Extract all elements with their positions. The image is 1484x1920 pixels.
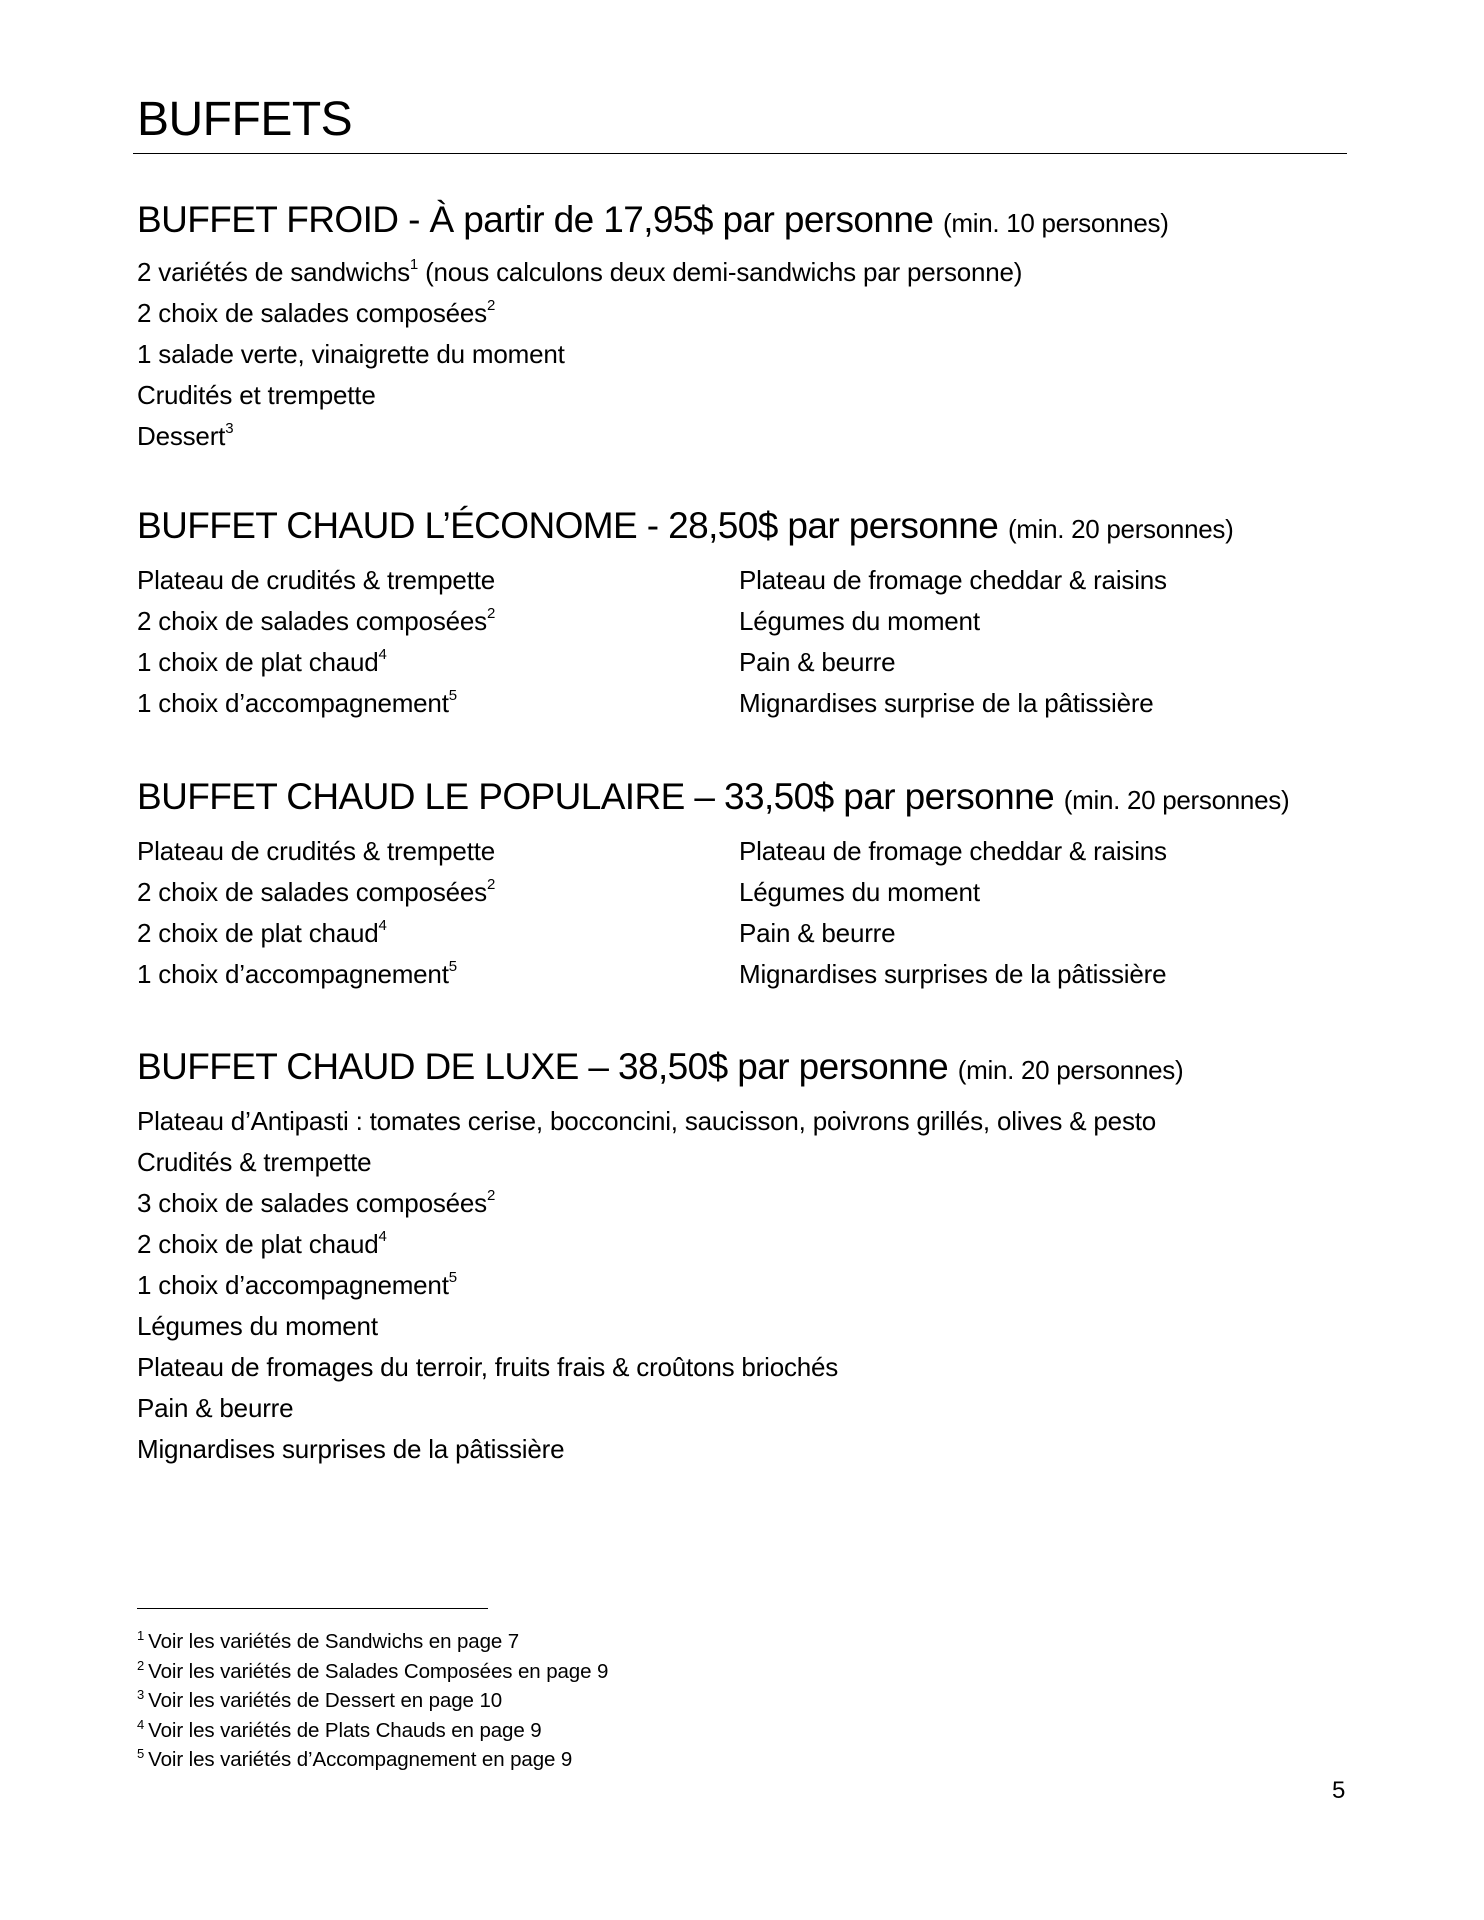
list-item: 2 choix de salades composées$^2$	[137, 605, 496, 636]
section-heading	[137, 1043, 1347, 1094]
list-item: 1 salade verte, vinaigrette du moment	[137, 339, 565, 369]
section-heading	[137, 196, 1347, 247]
list-item: Pain & beurre	[137, 1393, 294, 1423]
heading-text: BUFFET CHAUD DE LUXE – 38,50$ par personne	[137, 1046, 949, 1087]
list-item: 2 choix de salades composées$^2$	[137, 876, 496, 907]
list-item: Crudités et trempette	[137, 380, 376, 410]
footnote-ref: 2	[486, 297, 496, 314]
list-item: Légumes du moment	[137, 1311, 378, 1341]
list-item: Plateau de crudités & trempette	[137, 565, 496, 595]
heading-text: BUFFET FROID - À partir de 17,95$ par personne	[137, 199, 934, 240]
footnote-ref: 4	[378, 646, 387, 663]
list-item: Plateau d’Antipasti : tomates cerise, bocconcini, saucisson, poivrons grillés, olives & pesto	[137, 1106, 1157, 1136]
min-note: (min. 10 personnes)	[943, 208, 1169, 238]
list-item: 2 variétés de sandwichs$^1$ (nous calculons deux demi-sandwichs par personne)	[137, 256, 1023, 287]
footnote-ref: 5	[448, 1269, 457, 1286]
footnote-ref: 3	[225, 420, 234, 437]
footnote-ref: 5	[448, 687, 457, 704]
list-item: Pain & beurre	[739, 918, 896, 948]
list-item: 2 choix de plat chaud$^4$	[137, 917, 387, 948]
footnote-ref: 5	[448, 958, 457, 975]
list-item: Crudités & trempette	[137, 1147, 372, 1177]
item-list	[137, 1101, 1347, 1470]
footnote: $^5$ Voir les variétés d’Accompagnement en page 9	[137, 1746, 573, 1771]
footnote-ref: 1	[409, 256, 419, 273]
section-heading	[137, 502, 1347, 553]
list-item: 3 choix de salades composées$^2$	[137, 1187, 496, 1218]
section-heading	[137, 773, 1347, 824]
list-item: Plateau de fromage cheddar & raisins	[739, 565, 1167, 595]
footnote-ref: 4	[378, 917, 387, 934]
section-buffet-de-luxe	[137, 1043, 1347, 1470]
footnote-ref: 2	[486, 876, 496, 893]
list-item: 1 choix de plat chaud$^4$	[137, 646, 387, 677]
min-note: (min. 20 personnes)	[1063, 785, 1290, 815]
section-buffet-populaire	[137, 773, 1347, 995]
list-item: 2 choix de plat chaud$^4$	[137, 1228, 387, 1259]
list-item: Légumes du moment	[739, 877, 980, 907]
list-item: Plateau de crudités & trempette	[137, 836, 496, 866]
list-item: Dessert$^3$	[137, 420, 234, 451]
footnote: $^4$ Voir les variétés de Plats Chauds en page 9	[137, 1716, 542, 1742]
list-item: 1 choix d’accompagnement$^5$	[137, 687, 457, 718]
list-item: 1 choix d’accompagnement$^5$	[137, 958, 457, 989]
list-item: Mignardises surprises de la pâtissière	[739, 959, 1167, 989]
footnote-ref: 2	[486, 605, 496, 622]
list-item: Légumes du moment	[739, 606, 980, 636]
item-list	[137, 252, 1347, 457]
left-column	[137, 831, 739, 995]
list-item: 2 choix de salades composées$^2$	[137, 297, 496, 328]
title-underline	[133, 153, 1347, 154]
footnote-separator	[137, 1608, 488, 1609]
page-title: BUFFETS	[137, 93, 353, 146]
page-number: 5	[1332, 1777, 1346, 1804]
two-column-list	[137, 560, 1347, 724]
left-column	[137, 560, 739, 724]
heading-text: BUFFET CHAUD L’ÉCONOME - 28,50$ par personne	[137, 505, 999, 546]
list-item: Mignardises surprises de la pâtissière	[137, 1434, 565, 1464]
footnote-ref: 2	[486, 1187, 496, 1204]
list-item: Plateau de fromage cheddar & raisins	[739, 836, 1167, 866]
footnote-ref: 4	[378, 1228, 387, 1245]
footnote: $^2$ Voir les variétés de Salades Composées en page 9	[137, 1657, 609, 1683]
section-buffet-econome	[137, 502, 1347, 724]
list-item: 1 choix d’accompagnement$^5$	[137, 1269, 457, 1300]
list-item: Plateau de fromages du terroir, fruits frais & croûtons briochés	[137, 1352, 839, 1382]
min-note: (min. 20 personnes)	[1007, 514, 1234, 544]
list-item: Mignardises surprise de la pâtissière	[739, 688, 1154, 718]
footnotes	[137, 1627, 608, 1775]
section-buffet-froid	[137, 196, 1347, 457]
heading-text: BUFFET CHAUD LE POPULAIRE – 33,50$ par personne	[137, 776, 1055, 817]
list-item: Pain & beurre	[739, 647, 896, 677]
two-column-list	[137, 831, 1347, 995]
footnote: $^1$ Voir les variétés de Sandwichs en page 7	[137, 1628, 520, 1653]
right-column	[739, 831, 1341, 995]
right-column	[739, 560, 1341, 724]
footnote: $^3$ Voir les variétés de Dessert en page 10	[137, 1687, 503, 1712]
min-note: (min. 20 personnes)	[957, 1055, 1184, 1085]
